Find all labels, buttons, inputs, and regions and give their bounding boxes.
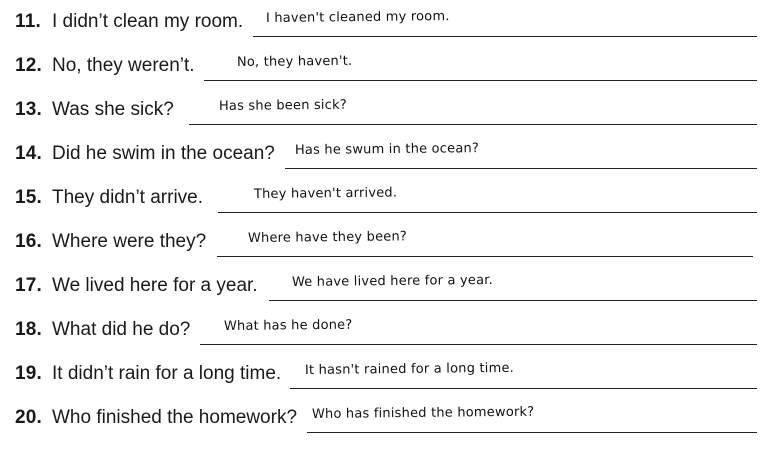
exercise-item-18 [15, 315, 757, 345]
exercise-number: 13. [15, 99, 43, 120]
exercise-item-12 [15, 51, 757, 81]
exercise-item-19 [15, 359, 757, 389]
exercise-number: 11. [15, 11, 41, 32]
handwritten-answer: Has he swum in the ocean? [294, 141, 480, 158]
exercise-prompt: We lived here for a year. [52, 275, 258, 296]
answer-line[interactable] [189, 124, 757, 125]
exercise-prompt: Where were they? [52, 231, 207, 252]
exercise-number: 16. [15, 231, 43, 252]
exercise-prompt: Who finished the homework? [52, 407, 298, 428]
handwritten-answer: We have lived here for a year. [291, 272, 494, 290]
exercise-prompt: It didn’t rain for a long time. [52, 363, 282, 384]
answer-line[interactable] [269, 300, 757, 301]
exercise-item-13 [15, 95, 757, 125]
exercise-prompt: Did he swim in the ocean? [52, 143, 275, 164]
exercise-number: 20. [15, 407, 43, 428]
answer-line[interactable] [204, 80, 757, 81]
exercise-prompt: I didn’t clean my room. [52, 11, 244, 32]
answer-line[interactable] [290, 388, 757, 389]
handwritten-answer: Has she been sick? [218, 97, 347, 114]
exercise-number: 18. [15, 319, 43, 340]
exercise-item-15 [15, 183, 757, 213]
handwritten-answer: No, they haven't. [236, 53, 353, 70]
answer-line[interactable] [285, 168, 757, 169]
exercise-prompt: Was she sick? [52, 99, 174, 120]
handwritten-answer: Where have they been? [247, 229, 408, 246]
exercise-prompt: They didn’t arrive. [52, 187, 204, 208]
handwritten-answer: Who has finished the homework? [311, 404, 535, 422]
answer-line[interactable] [307, 432, 757, 433]
exercise-prompt: No, they weren’t. [52, 55, 195, 76]
exercise-item-17 [15, 271, 757, 301]
answer-line[interactable] [253, 36, 757, 37]
exercise-item-14 [15, 139, 757, 169]
exercise-number: 15. [15, 187, 43, 208]
exercise-number: 12. [15, 55, 43, 76]
handwritten-answer: They haven't arrived. [253, 185, 398, 202]
exercise-item-20 [15, 403, 757, 433]
handwritten-answer: What has he done? [223, 317, 353, 334]
answer-line[interactable] [218, 212, 757, 213]
exercise-number: 19. [15, 363, 43, 384]
exercise-prompt: What did he do? [52, 319, 191, 340]
exercise-number: 14. [15, 143, 43, 164]
exercise-item-16 [15, 227, 757, 257]
handwritten-answer: It hasn't rained for a long time. [304, 360, 515, 378]
handwritten-answer: I haven't cleaned my room. [265, 9, 450, 27]
answer-line[interactable] [200, 344, 757, 345]
exercise-item-11 [15, 7, 757, 37]
exercise-number: 17. [15, 275, 43, 296]
answer-line[interactable] [217, 256, 753, 257]
